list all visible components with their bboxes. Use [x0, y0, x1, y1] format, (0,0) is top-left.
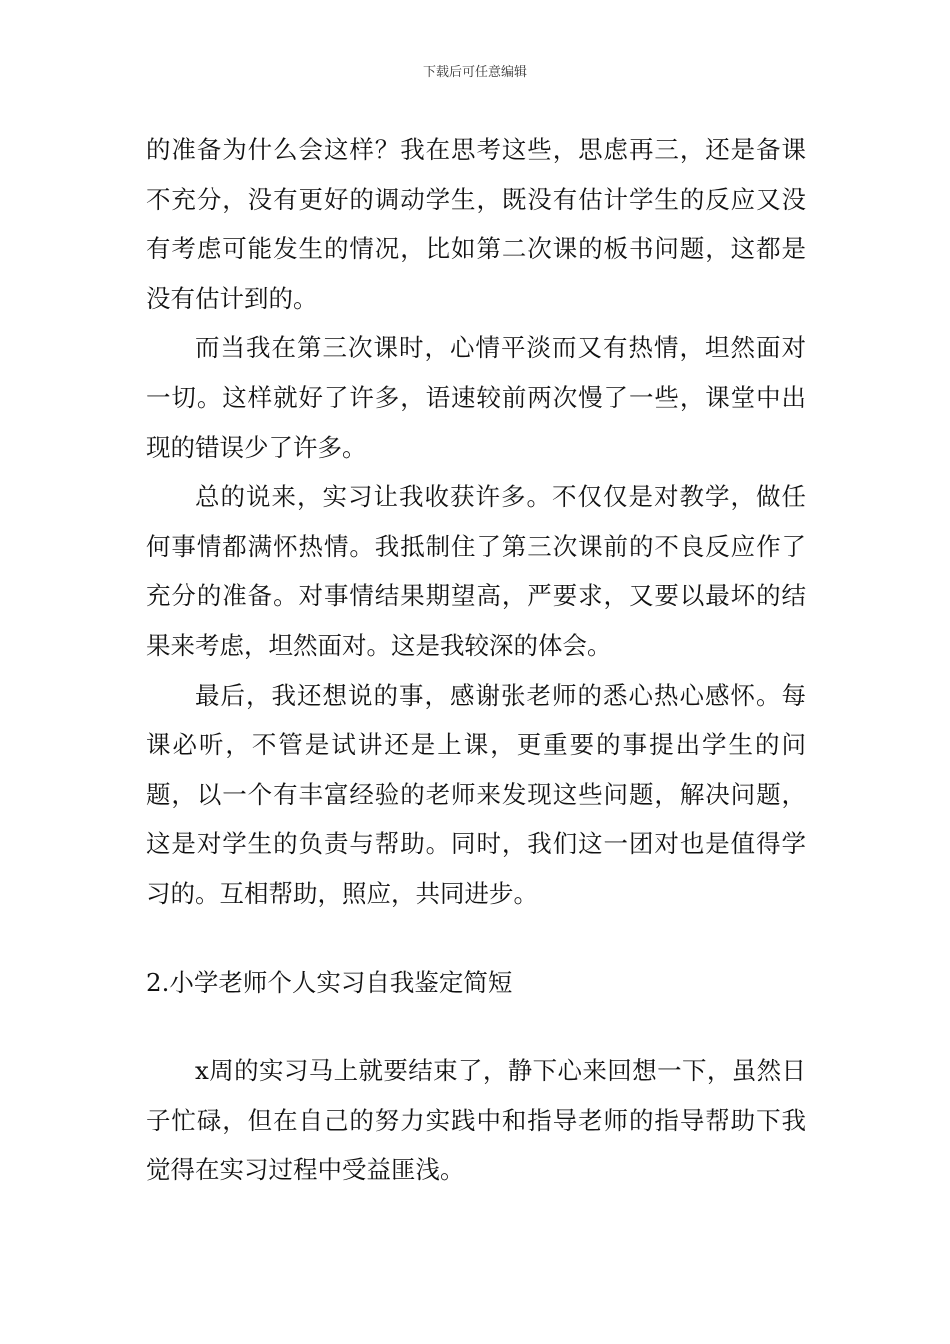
paragraph: 总的说来，实习让我收获许多。不仅仅是对教学，做任何事情都满怀热情。我抵制住了第三次课前的不良反应作了充分的准备。对事情结果期望高，严要求，又要以最坏的结果来考虑，坦然面对。这是我较深的体会。 — [146, 482, 806, 660]
paragraph-continued: 的准备为什么会这样？我在思考这些，思虑再三，还是备课不充分，没有更好的调动学生，既没有估计学生的反应又没有考虑可能发生的情况，比如第二次课的板书问题，这都是没有估计到的。 — [146, 135, 806, 313]
paragraph: 而当我在第三次课时，心情平淡而又有热情，坦然面对一切。这样就好了许多，语速较前两次慢了一些，课堂中出现的错误少了许多。 — [146, 333, 806, 462]
paragraph: x周的实习马上就要结束了，静下心来回想一下，虽然日子忙碌，但在自己的努力实践中和指导老师的指导帮助下我觉得在实习过程中受益匪浅。 — [146, 1056, 806, 1185]
section-heading: 2.小学老师个人实习自我鉴定简短 — [146, 967, 513, 997]
page-header: 下载后可任意编辑 — [422, 65, 527, 80]
paragraph: 最后，我还想说的事，感谢张老师的悉心热心感怀。每课必听，不管是试讲还是上课，更重要的事提出学生的问题，以一个有丰富经验的老师来发现这些问题，解决问题，这是对学生的负责与帮助。同时，我们这一团对也是值得学习的。互相帮助，照应，共同进步。 — [146, 680, 806, 908]
document-body — [146, 125, 806, 1195]
